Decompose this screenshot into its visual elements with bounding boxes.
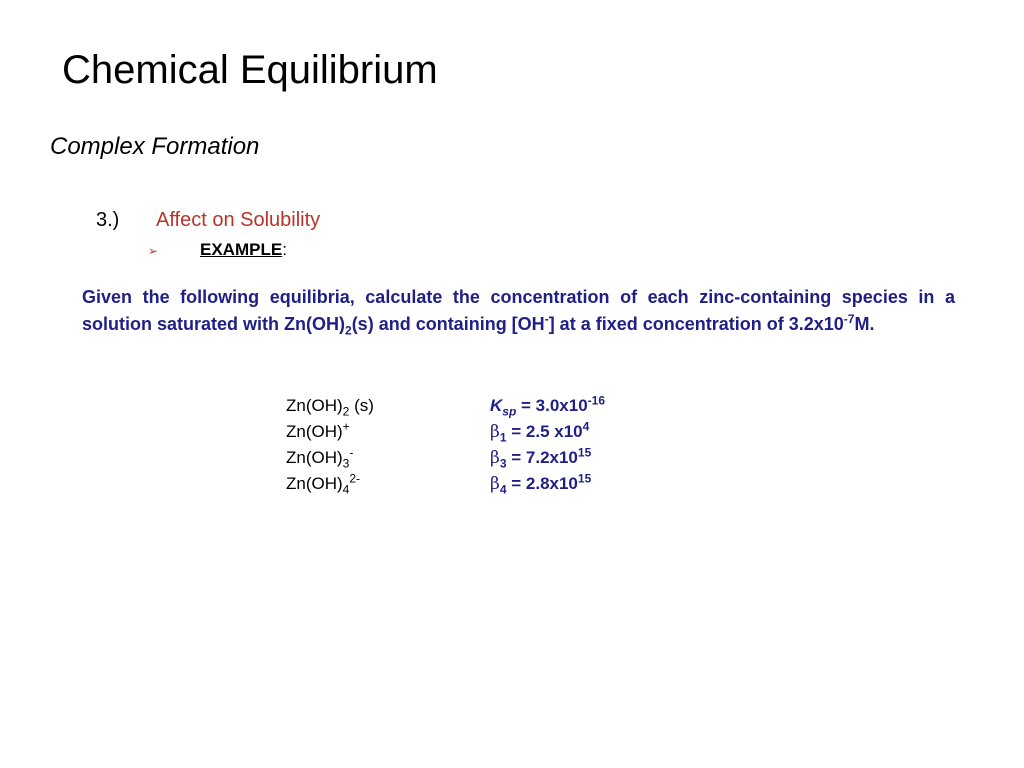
slide-subtitle: Complex Formation xyxy=(50,133,260,160)
species-formula xyxy=(286,471,490,497)
point-heading: Affect on Solubility xyxy=(156,209,321,231)
constant-sub: sp xyxy=(502,404,517,419)
equilibria-table xyxy=(286,393,605,497)
numbered-point xyxy=(96,209,320,232)
constant-symbol: β xyxy=(490,448,500,468)
constant-value: = 2.5 x10 xyxy=(506,422,583,441)
species-base: Zn(OH) xyxy=(286,422,343,441)
para-sup-2: -7 xyxy=(843,312,855,326)
constant-value: = 3.0x10 xyxy=(516,396,588,415)
para-sub-1: 2 xyxy=(345,323,352,338)
constant-sub: 4 xyxy=(499,482,507,497)
species-sup: + xyxy=(342,419,350,434)
equilibrium-row xyxy=(286,471,605,497)
equilibrium-row xyxy=(286,445,605,471)
para-sup-1: - xyxy=(544,312,549,326)
species-sup: - xyxy=(349,445,354,460)
species-sub: 2 xyxy=(342,404,350,419)
constant-symbol: K xyxy=(490,396,503,415)
example-bullet xyxy=(148,240,287,260)
species-formula xyxy=(286,419,490,445)
constant-value: = 2.8x10 xyxy=(506,474,578,493)
constant-sub: 1 xyxy=(499,430,507,445)
constant-exponent: -16 xyxy=(587,393,606,408)
species-sup: 2- xyxy=(349,471,361,486)
species-formula xyxy=(286,445,490,471)
equilibrium-constant xyxy=(490,419,589,445)
species-sub: 4 xyxy=(342,482,350,497)
equilibrium-row xyxy=(286,419,605,445)
species-base: Zn(OH) xyxy=(286,448,343,467)
example-suffix: : xyxy=(282,240,287,259)
problem-statement xyxy=(82,284,955,338)
example-label: EXAMPLE xyxy=(200,240,283,259)
equilibrium-constant xyxy=(490,445,591,471)
species-base: Zn(OH) xyxy=(286,396,343,415)
constant-value: = 7.2x10 xyxy=(506,448,578,467)
constant-exponent: 15 xyxy=(577,471,592,486)
point-number: 3.) xyxy=(96,209,120,231)
para-text-1: Given the following equilibria, calculate the concentration of each zinc-containing species in a solution saturated with Zn(OH) xyxy=(82,287,955,334)
constant-sub: 3 xyxy=(499,456,507,471)
para-text-3: ] at a fixed concentration of 3.2x10 xyxy=(548,314,844,334)
species-tail: (s) xyxy=(349,396,374,415)
equilibrium-constant xyxy=(490,471,591,497)
para-text-2: (s) and containing [OH xyxy=(351,314,545,334)
species-sub: 3 xyxy=(342,456,350,471)
para-text-4: M. xyxy=(854,314,875,334)
slide-title: Chemical Equilibrium xyxy=(62,48,438,92)
constant-symbol: β xyxy=(490,422,500,442)
species-base: Zn(OH) xyxy=(286,474,343,493)
species-formula xyxy=(286,393,490,419)
constant-symbol: β xyxy=(490,474,500,494)
arrow-bullet-icon: ➢ xyxy=(148,244,159,258)
equilibrium-row xyxy=(286,393,605,419)
equilibrium-constant xyxy=(490,393,605,419)
constant-exponent: 15 xyxy=(577,445,592,460)
constant-exponent: 4 xyxy=(582,419,590,434)
